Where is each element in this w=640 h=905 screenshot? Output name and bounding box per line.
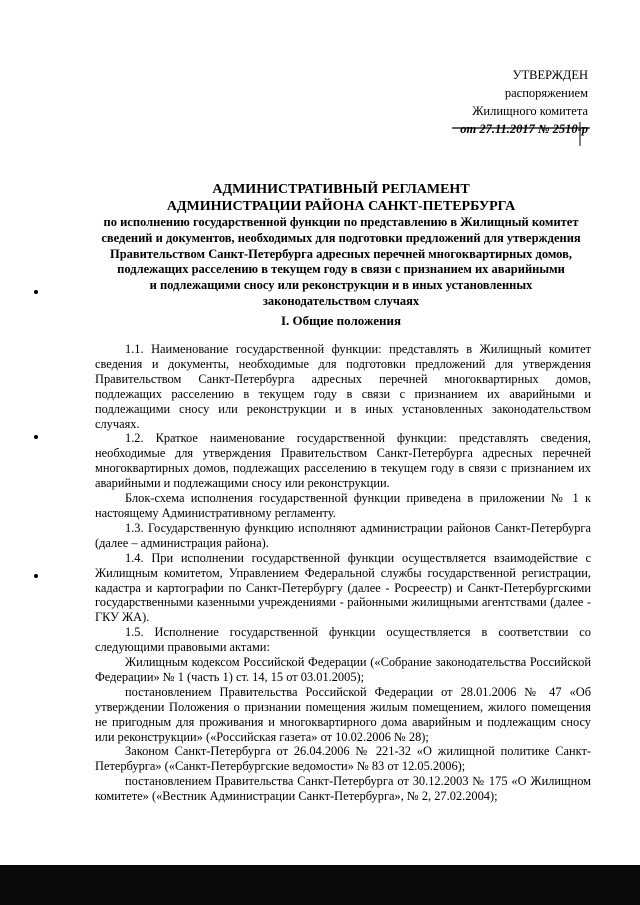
scan-artifact-dot (34, 290, 38, 294)
paragraph-spb-decree-175: постановлением Правительства Санкт-Петербурга от 30.12.2003 № 175 «О Жилищном комитете» («Вестник Администрации Санкт-Петербурга», № 2, 27.02.2004); (95, 774, 591, 804)
paragraph-1-5: 1.5. Исполнение государственной функции осуществляется в соответствии со следующими правовыми актами: (95, 625, 591, 655)
title-sub-2: сведений и документов, необходимых для подготовки предложений для утверждения (101, 230, 581, 245)
title-sub-6: законодательством случаях (262, 293, 420, 308)
title-sub-1: по исполнению государственной функции по представлению в Жилищный комитет (103, 215, 579, 229)
signature-underline (452, 118, 592, 148)
approval-line-1: распоряжением (504, 86, 588, 100)
scan-artifact-dot (34, 574, 38, 578)
paragraph-housing-code: Жилищным кодексом Российской Федерации («Собрание законодательства Российской Федерации» № 1 (часть 1) ст. 14, 15 от 03.01.2005); (95, 655, 591, 684)
paragraph-1-1: 1.1. Наименование государственной функции: представлять в Жилищный комитет сведения и документы, необходимые для подготовки предложений для утверждения Правительством Санкт-Петербурга адресных перечней многоквартирных домов, подлежащих расселению в текущем году в связи с признанием их аварийными и подлежащими сносу или реконструкции и в иных установленных законодательством случаях. (95, 342, 591, 431)
document-body (95, 342, 591, 804)
title-sub-5: и подлежащими сносу или реконструкции и в иных установленных (149, 278, 533, 293)
title-line-1: АДМИНИСТРАТИВНЫЙ РЕГЛАМЕНТ (212, 182, 470, 197)
paragraph-spb-law: Законом Санкт-Петербурга от 26.04.2006 № 221-32 «О жилищной политике Санкт-Петербурга» («Санкт-Петербургские ведомости» № 83 от 12.05.2006); (95, 744, 591, 774)
title-sub-3: Правительством Санкт-Петербурга адресных перечней многоквартирных домов, (110, 246, 572, 261)
title-sub-4: подлежащих расселению в текущем году в связи с признанием их аварийными (117, 262, 565, 277)
paragraph-1-3: 1.3. Государственную функцию исполняют администрации районов Санкт-Петербурга (далее – администрация района). (95, 520, 591, 550)
paragraph-gov-decree-47: постановлением Правительства Российской Федерации от 28.01.2006 № 47 «Об утверждении Положения о признании помещения жилым помещением, жилого помещения не пригодным для проживания и многоквартирного дома аварийным и подлежащим сносу или реконструкции» («Российская газета» от 10.02.2006 № 28); (95, 684, 591, 744)
section-heading: I. Общие положения (281, 313, 401, 328)
approval-line-2: Жилищного комитета (472, 104, 588, 118)
paragraph-1-4: 1.4. При исполнении государственной функции осуществляется взаимодействие с Жилищным комитетом, Управлением Федеральной службы государственной регистрации, кадастра и картографии по Санкт-Петербургу (далее - Росреестр) и Санкт-Петербургскими государственными казенными учреждениями - районными жилищными агентствами (далее - ГКУ ЖА). (95, 550, 591, 625)
scan-artifact-dot (34, 435, 38, 439)
paragraph-flowchart: Блок-схема исполнения государственной функции приведена в приложении № 1 к настоящему Административному регламенту. (95, 491, 591, 520)
document-title (86, 181, 596, 310)
approval-dateline: от 27.11.2017 № 2510-р (460, 122, 588, 136)
paragraph-1-2: 1.2. Краткое наименование государственной функции: представлять сведения, необходимые для утверждения Правительством Санкт-Петербурга адресных перечней многоквартирных домов, подлежащих расселению в текущем году в связи с признанием их аварийными и подлежащими сносу или реконструкции. (95, 431, 591, 491)
approval-heading: УТВЕРЖДЕН (512, 68, 588, 82)
scan-bottom-border (0, 865, 640, 905)
title-line-2: АДМИНИСТРАЦИИ РАЙОНА САНКТ-ПЕТЕРБУРГА (166, 199, 516, 214)
